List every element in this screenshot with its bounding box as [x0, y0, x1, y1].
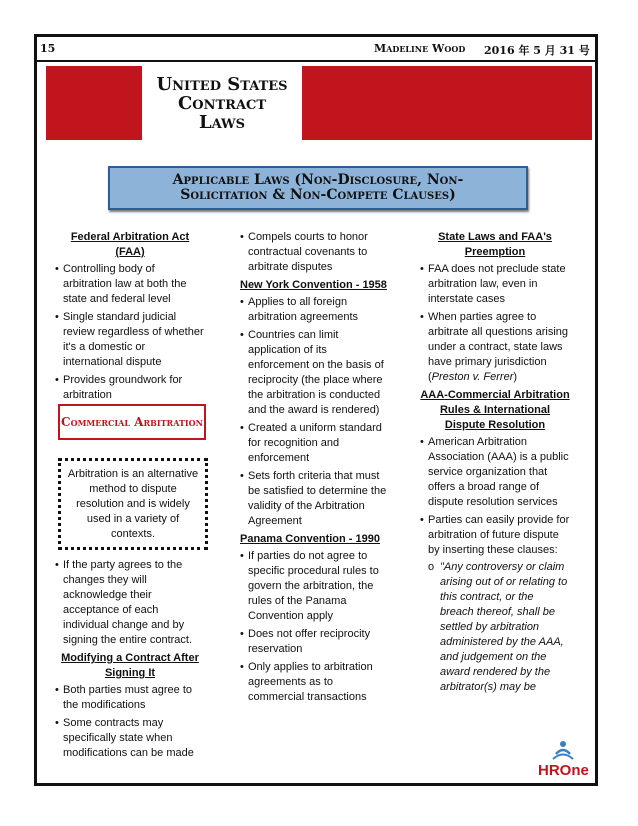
commercial-arbitration-callout: Commercial Arbitration [58, 404, 206, 440]
page-number: 15 [40, 42, 56, 55]
banner-line-2: Solicitation & Non-Compete Clauses) [180, 187, 456, 203]
list-item: • Compels courts to honor contractual covenants to arbitrate disputes [240, 230, 390, 275]
list-item: • Controlling body of arbitration law at both the state and federal level [55, 262, 205, 307]
faa-continued-list [240, 230, 390, 275]
modifying-contract-heading: Modifying a Contract After Signing It [61, 652, 199, 679]
logo-text: HROne [538, 762, 589, 779]
aaa-heading: AAA-Commercial Arbitration Rules & International Dispute Resolution [420, 389, 570, 431]
clause-list [428, 560, 570, 695]
banner-line-1: Applicable Laws (Non-Disclosure, Non- [172, 172, 464, 188]
list-item [420, 513, 570, 695]
modifying-list [55, 683, 205, 761]
state-laws-list [420, 262, 570, 385]
faa-list [55, 262, 205, 403]
preston-close: ) [513, 371, 518, 383]
list-item: • Single standard judicial review regardless of whether it's a domestic or international dispute [55, 310, 205, 370]
list-item: • Some contracts may specifically state when modifications can be made [55, 716, 205, 761]
clause-intro: Parties can easily provide for arbitration of future dispute by inserting these clauses: [428, 514, 570, 556]
list-item: • Provides groundwork for arbitration [55, 373, 205, 403]
column-1 [55, 230, 205, 406]
arbitration-definition-box: Arbitration is an alternative method to dispute resolution and is widely used in a variety of contexts. [58, 458, 208, 550]
date: 2016 年 5 月 31 号 [484, 44, 590, 57]
list-item: • Does not offer reciprocity reservation [240, 627, 390, 657]
new-york-list [240, 295, 390, 529]
list-item: • Countries can limit application of its enforcement on the basis of reciprocity (the place where the arbitration is conducted and the award is rendered) [240, 328, 390, 418]
aaa-list [420, 435, 570, 695]
page-title [142, 66, 302, 140]
title-line-3: Laws [198, 111, 246, 133]
list-item: • Created a uniform standard for recognition and enforcement [240, 421, 390, 466]
title-band-left [46, 66, 142, 140]
hrone-logo [538, 740, 594, 780]
list-item: • If parties do not agree to specific procedural rules to govern the arbitration, the rules of the Panama Convention apply [240, 549, 390, 624]
header-rule [34, 60, 598, 62]
arbitration-clause-quote: o "Any controversy or claim arising out of or relating to this contract, or the breach thereof, shall be settled by arbitration administered by the AAA, and judgement on the award rendered by the arbitrator(s) may be [428, 560, 570, 695]
author-name: Madeline Wood [374, 42, 466, 55]
list-item: • If the party agrees to the changes they will acknowledge their acceptance of each individual change and by signing the entire contract. [55, 558, 205, 648]
preston-text: When parties agree to arbitrate all questions arising under a contract, state laws have primary jurisdiction ( [428, 311, 569, 383]
list-item: • FAA does not preclude state arbitration law, even in interstate cases [420, 262, 570, 307]
column-3 [420, 230, 570, 698]
panama-convention-heading: Panama Convention - 1990 [240, 533, 380, 545]
column-1-lower [55, 558, 205, 764]
section-banner [108, 166, 528, 210]
list-item: • Both parties must agree to the modifications [55, 683, 205, 713]
faa-heading: Federal Arbitration Act (FAA) [70, 231, 190, 258]
list-item: • Sets forth criteria that must be satisfied to determine the validity of the Arbitration Agreement [240, 469, 390, 529]
title-line-2: Contract [177, 92, 267, 114]
list-item: • Applies to all foreign arbitration agreements [240, 295, 390, 325]
list-item [420, 310, 570, 385]
title-band-right [302, 66, 592, 140]
title-line-1: United States [156, 73, 288, 95]
panama-list [240, 549, 390, 705]
state-laws-heading: State Laws and FAA's Preemption [438, 231, 552, 258]
list-item: • Only applies to arbitration agreements as to commercial transactions [240, 660, 390, 705]
column-2 [240, 230, 390, 708]
changes-list [55, 558, 205, 648]
list-item: • American Arbitration Association (AAA) is a public service organization that offers a broad range of dispute resolution services [420, 435, 570, 510]
case-citation: Preston v. Ferrer [431, 371, 514, 383]
new-york-convention-heading: New York Convention - 1958 [240, 279, 387, 291]
people-icon [552, 740, 574, 760]
